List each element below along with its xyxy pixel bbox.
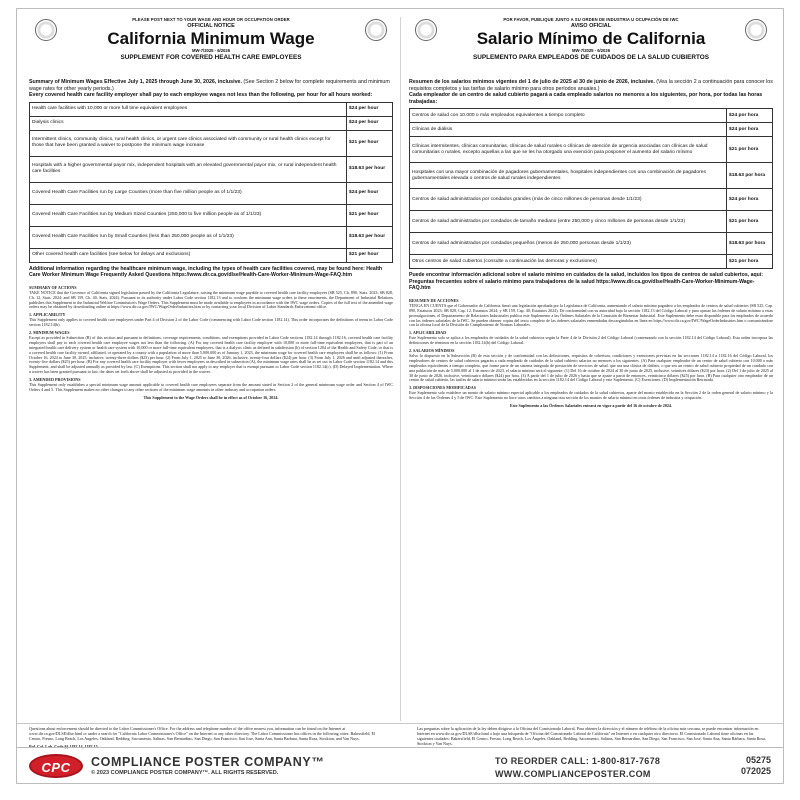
row-label: Covered Health Care Facilities run by Medium Sized Counties (250,000 to five million people as of 1/1/23) [30, 204, 347, 226]
table-row [410, 163, 773, 189]
enforcement-text: Las preguntas sobre la aplicación de la ley deben dirigirse a la Oficina del Comisionado Laboral. Para obtener la dirección y el número de teléfono de la oficina más cercana, se puede encontrar información en Internet en www.dir.ca.gov/DLSE/dlse.html o bajo una búsqueda de "Oficina del Comisionado Laboral de California" en Internet o en cualquier otro directorio. El Comisionado Laboral tiene oficinas en las siguientes ciudades: Bakersfield, El Centro, Fresno, Long Beach, Los Ángeles, Oakland, Redding, Sacramento, Salinas, San Bernardino, San Diego, San Francisco, San José, Santa Ana, Santa Bárbara, Santa Rosa, Stockton y Van Nuys. [417, 726, 766, 746]
summary-heading: Resumen de los salarios mínimos vigentes del 1 de julio de 2025 al 30 de junio de 2026, inclusive. [409, 79, 655, 85]
summary-requirement: Cada empleador de un centro de salud cubierto pagará a cada empleado salarios no menores a los siguientes, por hora, por todas las horas trabajadas: [409, 92, 763, 105]
table-row [30, 204, 393, 226]
row-label: Hospitals with a higher governmental payor mix, independent hospitals with an elevated governmental payor mix, or rural independent health care facilities [30, 156, 347, 182]
row-rate: $24 por hora [727, 109, 773, 123]
table-row [30, 116, 393, 130]
official-notice-tag: OFFICIAL NOTICE [187, 23, 235, 29]
section-heading: 2. MINIMUM WAGES [29, 330, 70, 336]
copyright-line: © 2023 COMPLIANCE POSTER COMPANY™. ALL RIGHTS RESERVED. [91, 770, 279, 776]
table-row [410, 211, 773, 233]
section-text: Salvo lo dispuesto en la Subsección (B) de esta sección y de conformidad con las definiciones, requisitos de cobertura, condiciones y exenciones previstas en las secciones 1182.14 a 1182.16 del Código Laboral, los empleadores de centros de salud cubiertos pagarán a cada empleado de cuidados de la salud cubierto salarios no menores a los siguientes. (A) Para cualquier empleador de un centro de salud cubierto con 10.000 o más empleados equivalentes a tiempo completo, que forme parte de un sistema integrado de prestación de servicios de salud, que sea una clínica de diálisis, o que sea un centro de salud cubierto propiedad de un condado con una población de más de 5.000.000 al 1 de enero de 2023, el salario mínimo será el siguiente: (1) Del 16 de octubre de 2024 al 30 de junio de 2025, inclusive, veintitrés dólares ($23) por hora. (2) Del 1 de julio de 2025 al 30 de junio de 2026, inclusive, veinticuatro dólares ($24) por hora. (3) A partir del 1 de julio de 2026 y hasta que se ajuste a partir de entonces, veinticinco dólares ($25) por hora. (B) Para cualquier otro empleador de un centro de salud cubierto, las tarifas de salario mínimo serán las establecidas en la sección 1182.14 del Código Laboral y este Suplemento. (C) Exenciones. (D) Implementación Retrasada. [409, 352, 773, 383]
enforcement-text: Questions about enforcement should be directed to the Labor Commissioner's Office. For the address and telephone number of the office nearest you, information can be found on the Internet at www.dir.ca.gov/DLSE/dlse.html or under a search for "California Labor Commissioner's Office" on the Internet or any other directory. The Labor Commissioner has offices in the following cities: Bakersfield, El Centro, Fresno, Long Beach, Los Angeles, Oakland, Redding, Sacramento, Salinas, San Bernardino, San Diego, San Francisco, San Jose, Santa Ana, Santa Barbara, Santa Rosa, Stockton, and Van Nuys. [29, 726, 376, 741]
table-row [410, 109, 773, 123]
poster-title: Salario Mínimo de California [476, 29, 706, 48]
row-rate: $21 por hora [727, 211, 773, 233]
english-header [29, 15, 393, 75]
supplement-title: SUPPLEMENT FOR COVERED HEALTH CARE EMPLOYEES [120, 54, 302, 61]
row-rate: $21 per hour [347, 204, 393, 226]
section-text: Este Suplemento solo se aplica a los empleados de cuidados de la salud cubiertos según la Parte 4 de la División 2 del Código Laboral (comenzando con la sección 1182.14 del Código Laboral). Esta orden incorpora las definiciones de términos en la sección 1182.14(b) del Código Laboral. [409, 335, 773, 346]
additional-info: Additional information regarding the healthcare minimum wage, including the types of health care facilities covered, may be found here: Health Care Worker Minimum Wage Frequently Asked Questions https://www.dir.ca.gov/dlse/Health-Care-Worker-Minimum-Wage-FAQ.htm [29, 265, 383, 279]
summary-note: (Vea la sección 2 a continuación para conocer los requisitos completos y las tarifas de salario mínimo para otros períodos anuales.) [409, 79, 773, 92]
row-rate: $18.63 per hour [347, 156, 393, 182]
row-label: Other covered health care facilities (see below for delays and exclusions) [30, 248, 347, 262]
website-link[interactable]: WWW.COMPLIANCEPOSTER.COM [495, 769, 651, 779]
row-label: Centros de salud administrados por condados pequeños (menos de 250,000 personas desde 1/1/23) [410, 233, 727, 255]
section-text: Except as provided in Subsection (B) of this section and pursuant to definitions, coverage requirements, conditions, and exemptions provided in Labor Code sections 1182.14 through 1182.16, covered health care facility employers shall pay to each covered health care employee wages not less than the following. (A) For any covered health care facility employer with 10,000 or more full-time equivalent employees, that is part of an integrated health care delivery system or health care system with 10,000 or more full-time equivalent employees, that is a dialysis clinic as defined in subdivision (b) of section 1204 of the Health and Safety Code, or that is a covered health care facility owned, affiliated, or operated by a county with a population of more than 5,000,000 as of January 1, 2023, the minimum wage for covered health care employees shall be as follows: (1) From October 16, 2024 to June 30, 2025, inclusive, twenty-three dollars ($23) per hour. (2) From July 1, 2025 to June 30, 2026, inclusive, twenty-four dollars ($24) per hour. (3) From July 1, 2026 and until adjusted thereafter, twenty-five dollars ($25) per hour. (B) For any covered health care facility employer with fewer employees as described in subsection (A), the minimum wage rates shall be as set out in Labor Code section 1182.14 and this Supplement, and shall be adjusted annually as provided by law. (C) Exemptions. This section shall not apply to any employer that is exempt pursuant to Labor Code section 1182.14(c). (D) Delayed Implementation. Where a waiver has been granted pursuant to law, the dates set forth above shall be adjusted as provided in the waiver. [29, 334, 393, 375]
section-text: TENGA EN CUENTA que el Gobernador de California firmó una legislación aprobada por la Legislatura de California, aumentando el salario mínimo pagadero a los empleados de centros de salud cubiertos (SB 525, Cap. 890, Estatutos 2023; SB 828, Cap. 12, Estatutos 2024; y SB 159, Cap. 40, Estatutos 2024). De conformidad con su autoridad bajo la sección 1182.13 del Código Laboral y para ajustar las órdenes de salario mínimo a estas promulgaciones, el Departamento de Relaciones Industriales publica este Suplemento a las Órdenes Salariales de la Comisión de Bienestar Industrial. Este Suplemento debe estar disponible para los empleados de acuerdo con las órdenes salariales de la IWC. Se pueden obtener copias del texto completo de las órdenes salariales enmendadas descargándolas en línea en https://www.dir.ca.gov/IWC/WageOrderIndustries.htm o comunicándose con la oficina local de la División de Cumplimiento de Normas Laborales. [409, 302, 773, 328]
section-heading: 1. APPLICABILITY [29, 312, 66, 318]
section-text: TAKE NOTICE that the Governor of California signed legislation passed by the California Legislature, raising the minimum wage payable to covered health care facility employees (SB 525, Ch. 890, Stats. 2023; SB 828, Ch. 12, Stats. 2024; and SB 159, Ch. 40, Stats. 2024). Pursuant to its authority under Labor Code section 1182.13 and to conform the minimum wage orders to these enactments, the Department of Industrial Relations publishes this Supplement to the Industrial Welfare Commission's Wage Orders. This Supplement must be made available to employees in accordance with the IWC wage orders. Copies of the full text of the amended wage orders may be obtained by downloading online at https://www.dir.ca.gov/IWC/WageOrderIndustries.htm or by contacting your local Division of Labor Standards Enforcement office. [29, 289, 393, 310]
row-label: Otros centros de salud cubiertos (consulte a continuación las demoras y exclusiones) [410, 255, 727, 269]
table-row [30, 156, 393, 182]
table-row [30, 226, 393, 248]
row-rate: $24 per hour [347, 182, 393, 204]
row-label: Centros de salud con 10.000 o más empleados equivalentes a tiempo completo [410, 109, 727, 123]
spanish-column [409, 15, 773, 409]
table-row [410, 123, 773, 137]
logo-text: CPC [41, 760, 71, 775]
official-notice-tag: AVISO OFICIAL [570, 23, 612, 29]
spanish-header [409, 15, 773, 75]
section-heading: 3. AMENDED PROVISIONS [29, 377, 81, 383]
enforcement-note-spanish [417, 727, 769, 747]
section-heading: RESUMEN DE ACCIONES [409, 297, 459, 303]
row-rate: $24 per hour [347, 102, 393, 116]
row-label: Covered Health Care Facilities run by Small Counties (less than 250,000 people as of 1/1/23) [30, 226, 347, 248]
wage-table [409, 108, 773, 269]
row-label: Intermittent clinics, community clinics, rural health clinics, or urgent care clinics associated with community or rural health clinics except for those that have been granted a waiver to postpone the minimum wage increase [30, 130, 347, 156]
column-divider [400, 17, 401, 721]
row-label: Health care facilities with 10,000 or more full time equivalent employees [30, 102, 347, 116]
section-text: This Supplement only establishes a special minimum wage amount applicable to covered health care employees separate from the amount stated in Section 2 of the general minimum wage order and Section 4 of IWC Orders 4 and 5. This Supplement makes no other changes to any other sections of the minimum wage amounts in other industry and occupation orders. [29, 382, 393, 392]
summary-block [29, 79, 393, 99]
row-label: Hospitales con una mayor combinación de pagadores gubernamentales, hospitales independientes con una combinación de pagadores gubernamentales elevada o centros de salud rurales independientes [410, 163, 727, 189]
row-rate: $24 por hora [727, 189, 773, 211]
summary-requirement: Every covered health care facility employer shall pay to each employee wages not less than the following, per hour for all hours worked: [29, 92, 373, 99]
table-row [410, 255, 773, 269]
summary-heading: Summary of Minimum Wages Effective July 1, 2025 through June 30, 2026, inclusive. [29, 79, 242, 85]
section-text: Este Suplemento solo establece un monto de salario mínimo especial aplicable a los empleados de cuidados de la salud cubiertos, aparte del monto establecido en la Sección 2 de la orden general de salario mínimo y la Sección 4 de las Órdenes 4 y 5 de IWC. Este Suplemento no hace otros cambios a ninguna otra sección de los montos de salario mínimo en otras órdenes de industria y ocupación. [409, 390, 773, 401]
notes-divider [17, 723, 783, 724]
state-seal-icon [415, 19, 437, 41]
row-label: Dialysis clinics [30, 116, 347, 130]
row-rate: $18.63 per hour [347, 226, 393, 248]
dir-seal-icon [745, 19, 767, 41]
row-label: Centros de salud administrados por condados de tamaño mediano (entre 250,000 y cinco millones de personas desde 1/1/23) [410, 211, 727, 233]
table-row [410, 189, 773, 211]
table-row [410, 233, 773, 255]
cpc-logo [29, 754, 83, 778]
code-reference: Rel. Cal. Lab. Code §§ 1182.14, 1182.15 [29, 743, 98, 749]
row-rate: $24 por hora [727, 123, 773, 137]
row-label: Clínicas intermitentes, clínicas comunitarias, clínicas de salud rurales o clínicas de atención de urgencia asociadas con clínicas de salud comunitarias o rurales, excepto aquellas a las que se les ha otorgado una exención para posponer el aumento del salario mínimo [410, 137, 727, 163]
section-heading: 2. SALARIOS MÍNIMOS [409, 348, 455, 354]
spanish-body [409, 299, 773, 409]
order-id: MW-7/2025 - 6/2026 [571, 48, 611, 53]
section-text: This Supplement only applies to covered health care employees under Part 4 of Division 2 of the Labor Code (commencing with Labor Code section 1182.14). This order incorporates the definitions of terms in Labor Code section 1182.14(b). [29, 317, 393, 328]
brand-name: COMPLIANCE POSTER COMPANY™ [91, 755, 325, 769]
summary-block [409, 79, 773, 105]
reorder-phone: TO REORDER CALL: 1-800-817-7678 [495, 756, 661, 766]
row-label: Covered Health Care Facilities run by Large Counties (more than five million people as of 1/1/23) [30, 182, 347, 204]
row-rate: $18.63 por hora [727, 233, 773, 255]
row-rate: $18.63 por hora [727, 163, 773, 189]
additional-info: Puede encontrar información adicional sobre el salario mínimo en cuidados de la salud, incluidos los tipos de centros de salud cubiertos, aquí: Preguntas frecuentes sobre el salario mínimo para trabajadores de la salud https://www.dir.ca.gov/dlse/Health-Care-Worker-Minimum-Wage-FAQ.htm [409, 272, 763, 292]
row-rate: $24 per hour [347, 116, 393, 130]
posting-instruction: POR FAVOR, PUBLIQUE JUNTO A SU ORDEN DE INDUSTRIA U OCUPACIÓN DE IWC [503, 17, 679, 22]
table-row [30, 102, 393, 116]
row-label: Centros de salud administrados por condados grandes (más de cinco millones de personas desde 1/1/23) [410, 189, 727, 211]
poster-title: California Minimum Wage [107, 29, 315, 48]
table-row [30, 182, 393, 204]
order-id: MW-7/2025 - 6/2026 [191, 48, 231, 53]
english-column [29, 15, 393, 401]
table-row [30, 248, 393, 262]
english-body [29, 286, 393, 401]
row-rate: $21 por hora [727, 255, 773, 269]
table-row [30, 130, 393, 156]
row-label: Clínicas de diálisis [410, 123, 727, 137]
product-code: 05275 [745, 755, 771, 765]
table-row [410, 137, 773, 163]
section-heading: 1. APLICABILIDAD [409, 330, 447, 336]
wage-table [29, 102, 393, 263]
supplement-title: SUPLEMENTO PARA EMPLEADOS DE CUIDADOS DE LA SALUD CUBIERTOS [473, 54, 709, 61]
dir-seal-icon [365, 19, 387, 41]
state-seal-icon [35, 19, 57, 41]
row-rate: $21 per hour [347, 248, 393, 262]
poster [16, 8, 784, 784]
row-rate: $21 por hora [727, 137, 773, 163]
effective-line: Este Suplemento a las Órdenes Salariales entrará en vigor a partir del 16 de octubre de 2024. [509, 403, 673, 409]
posting-instruction: PLEASE POST NEXT TO YOUR WAGE AND HOUR OR OCCUPATION ORDER [132, 17, 290, 22]
revision-code: 072025 [740, 766, 771, 776]
row-rate: $21 per hour [347, 130, 393, 156]
effective-line: This Supplement to the Wage Orders shall be in effect as of October 16, 2024. [143, 394, 279, 400]
summary-note: (See Section 2 below for complete requirements and minimum wage rates for other yearly periods.) [29, 79, 390, 92]
section-heading: 3. DISPOSICIONES MODIFICADAS [409, 385, 476, 391]
poster-codes [741, 755, 771, 777]
section-heading: SUMMARY OF ACTIONS [29, 284, 77, 290]
